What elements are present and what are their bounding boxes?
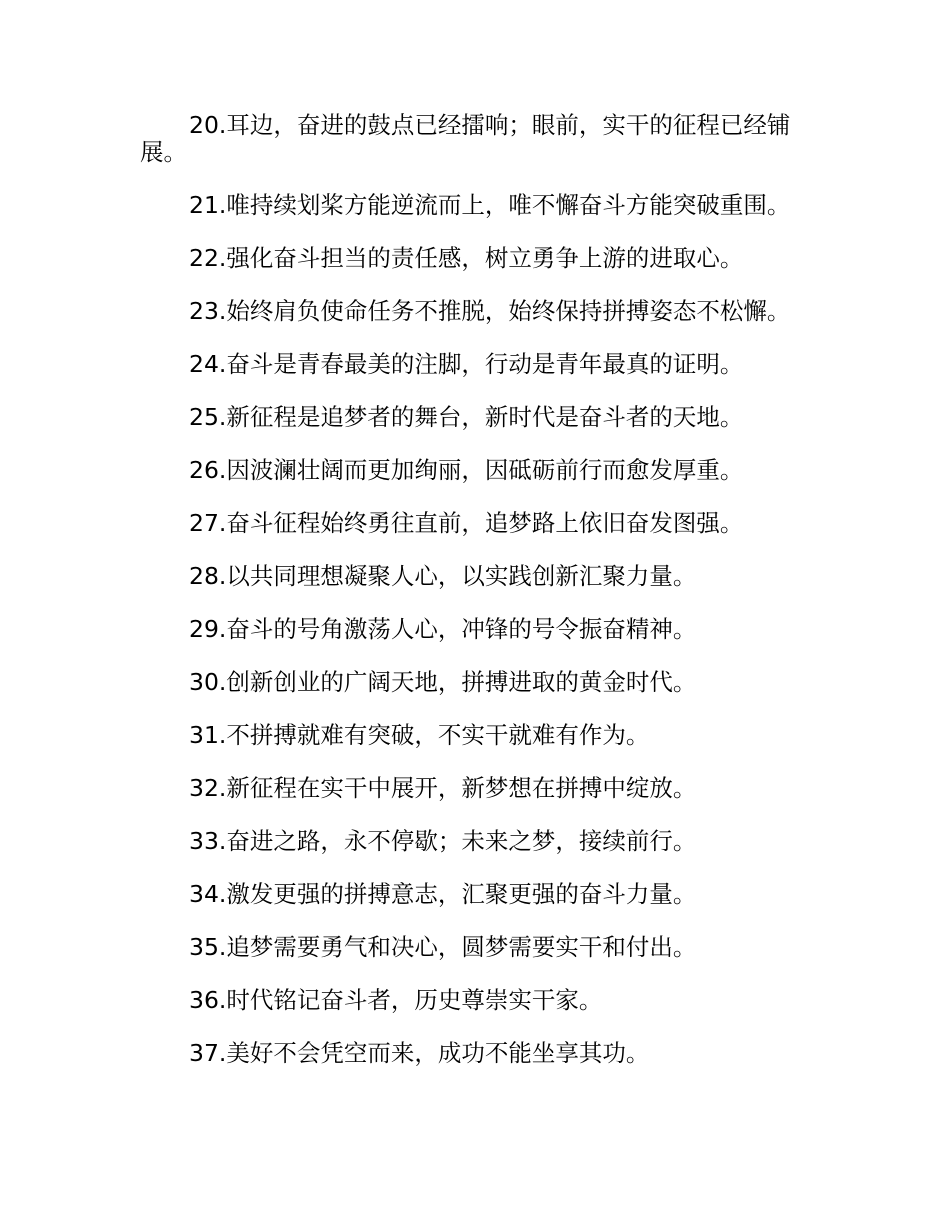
- paragraph-27: 27.奋斗征程始终勇往直前，追梦路上依旧奋发图强。: [189, 509, 744, 537]
- paragraph-23: 23.始终肩负使命任务不推脱，始终保持拼搏姿态不松懈。: [189, 297, 791, 325]
- document-body: [140, 112, 820, 1066]
- paragraph-21: 21.唯持续划桨方能逆流而上，唯不懈奋斗方能突破重围。: [189, 191, 791, 219]
- paragraph-34: 34.激发更强的拼搏意志，汇聚更强的奋斗力量。: [189, 880, 697, 908]
- paragraph-35: 35.追梦需要勇气和决心，圆梦需要实干和付出。: [189, 933, 697, 961]
- paragraph-33: 33.奋进之路，永不停歇；未来之梦，接续前行。: [189, 827, 697, 855]
- paragraph-36: 36.时代铭记奋斗者，历史尊崇实干家。: [189, 986, 603, 1014]
- paragraph-29: 29.奋斗的号角激荡人心，冲锋的号令振奋精神。: [189, 615, 697, 643]
- paragraph-30: 30.创新创业的广阔天地，拼搏进取的黄金时代。: [189, 668, 697, 696]
- paragraph-31: 31.不拼搏就难有突破，不实干就难有作为。: [189, 721, 650, 749]
- paragraph-20: 20.耳边，奋进的鼓点已经擂响；眼前，实干的征程已经铺展。: [140, 111, 791, 166]
- paragraph-25: 25.新征程是追梦者的舞台，新时代是奋斗者的天地。: [189, 403, 744, 431]
- paragraph-32: 32.新征程在实干中展开，新梦想在拼搏中绽放。: [189, 774, 697, 802]
- paragraph-24: 24.奋斗是青春最美的注脚，行动是青年最真的证明。: [189, 350, 744, 378]
- paragraph-22: 22.强化奋斗担当的责任感，树立勇争上游的进取心。: [189, 244, 744, 272]
- paragraph-28: 28.以共同理想凝聚人心，以实践创新汇聚力量。: [189, 562, 697, 590]
- paragraph-26: 26.因波澜壮阔而更加绚丽，因砥砺前行而愈发厚重。: [189, 456, 744, 484]
- paragraph-37: 37.美好不会凭空而来，成功不能坐享其功。: [189, 1039, 650, 1067]
